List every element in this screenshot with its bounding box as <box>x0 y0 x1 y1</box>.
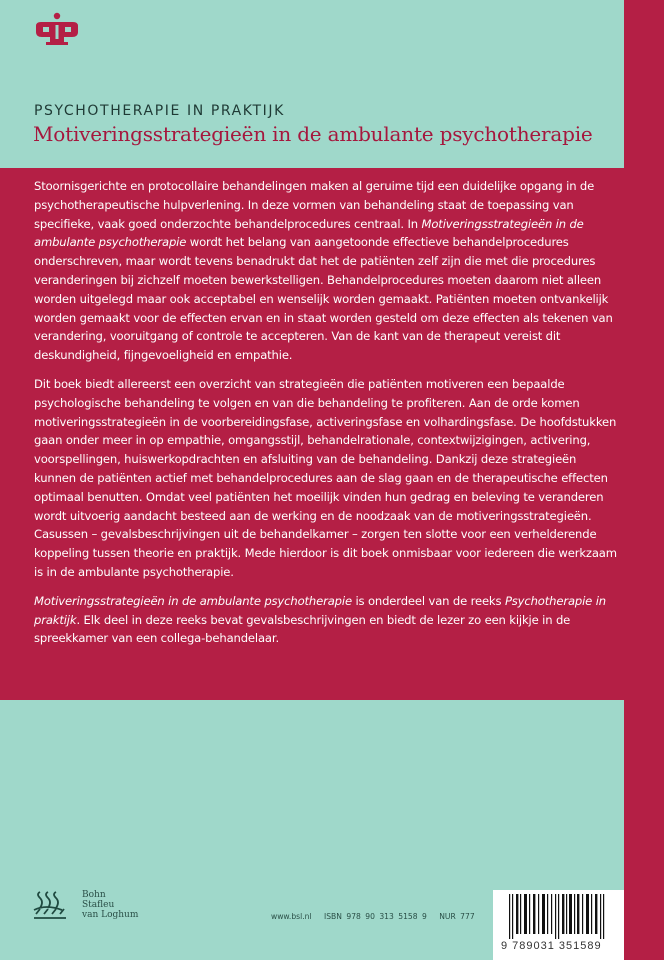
book-title: Motiveringsstrategieën in de ambulante psychotherapie <box>33 122 593 146</box>
publication-info <box>271 912 483 921</box>
pip-logo-icon <box>32 12 82 48</box>
blurb-paragraph-2: Dit boek biedt allereerst een overzicht van strategieën die patiënten motiveren een bepaalde psychologische behandeling te volgen en van die behandeling te profiteren. Aan de orde komen motiveringsstrategieën in de voorbereidingsfase, activeringsfase en volhardingsfase. De hoofdstukken gaan onder meer in op empathie, omgangsstijl, behandelrationale, contextwijzigingen, activering, voorspellingen, huiswerkopdrachten en afsluiting van de behandeling. Dankzij deze strategieën kunnen de patiënten actief met behandelprocedures aan de slag gaan en de therapeutische effecten optimaal benutten. Omdat veel patiënten het moeilijk vinden hun gedrag en beleving te veranderen wordt uitvoerig aandacht besteed aan de werking en de noodzaak van de motiveringsstrategieën. Casussen – gevalsbeschrijvingen uit de behandelkamer – zorgen ten slotte voor een verhelderende koppeling tussen theorie en praktijk. Mede hierdoor is dit boek onmisbaar voor iedereen die werkzaam is in de ambulante psychotherapie. <box>34 376 617 579</box>
blurb-paragraph-3: Motiveringsstrategieën in de ambulante psychotherapie is onderdeel van de reeks Psychotherapie in praktijk. Elk deel in deze reeks bevat gevalsbeschrijvingen en biedt de lezer zo een kijkje in de spreekkamer van een collega-behandelaar. <box>34 593 606 646</box>
website: www.bsl.nl <box>271 912 312 921</box>
barcode-bars-icon <box>509 894 605 939</box>
blurb-paragraph-1: Stoornisgerichte en protocollaire behandelingen maken al geruime tijd een duidelijke opgang in de psychotherapeutische hulpverlening. In deze vormen van behandeling staat de toepassing van specifieke, vaak goed onderzochte behandelprocedures centraal. In Motiveringsstrategieën in de ambulante psychotherapie wordt het belang van aangetoonde effectieve behandelprocedures onderschreven, maar wordt tevens benadrukt dat het de patiënten zelf zijn die met die procedures veranderingen bij zichzelf moeten bewerkstelligen. Behandelprocedures moeten daarom niet alleen worden uitgelegd maar ook acceptabel en wenselijk worden gemaakt. Patiënten moeten ontvankelijk worden gemaakt voor de effecten ervan en in staat worden gesteld om deze effecten als tekenen van verandering, vooruitgang of controle te accepteren. Van de kant van de therapeut vereist dit deskundigheid, fijngevoeligheid en empathie. <box>34 179 613 363</box>
series-label: PSYCHOTHERAPIE IN PRAKTIJK <box>34 103 285 119</box>
isbn: ISBN 978 90 313 5158 9 <box>324 912 427 921</box>
nur-code: NUR 777 <box>439 912 475 921</box>
publisher-block <box>32 890 138 922</box>
blurb-text <box>34 177 619 658</box>
barcode-number: 9 789031 351589 <box>501 940 602 952</box>
bsl-swans-logo-icon <box>32 890 70 922</box>
barcode <box>493 890 624 960</box>
publisher-name: Bohn Stafleu van Loghum <box>82 890 139 920</box>
